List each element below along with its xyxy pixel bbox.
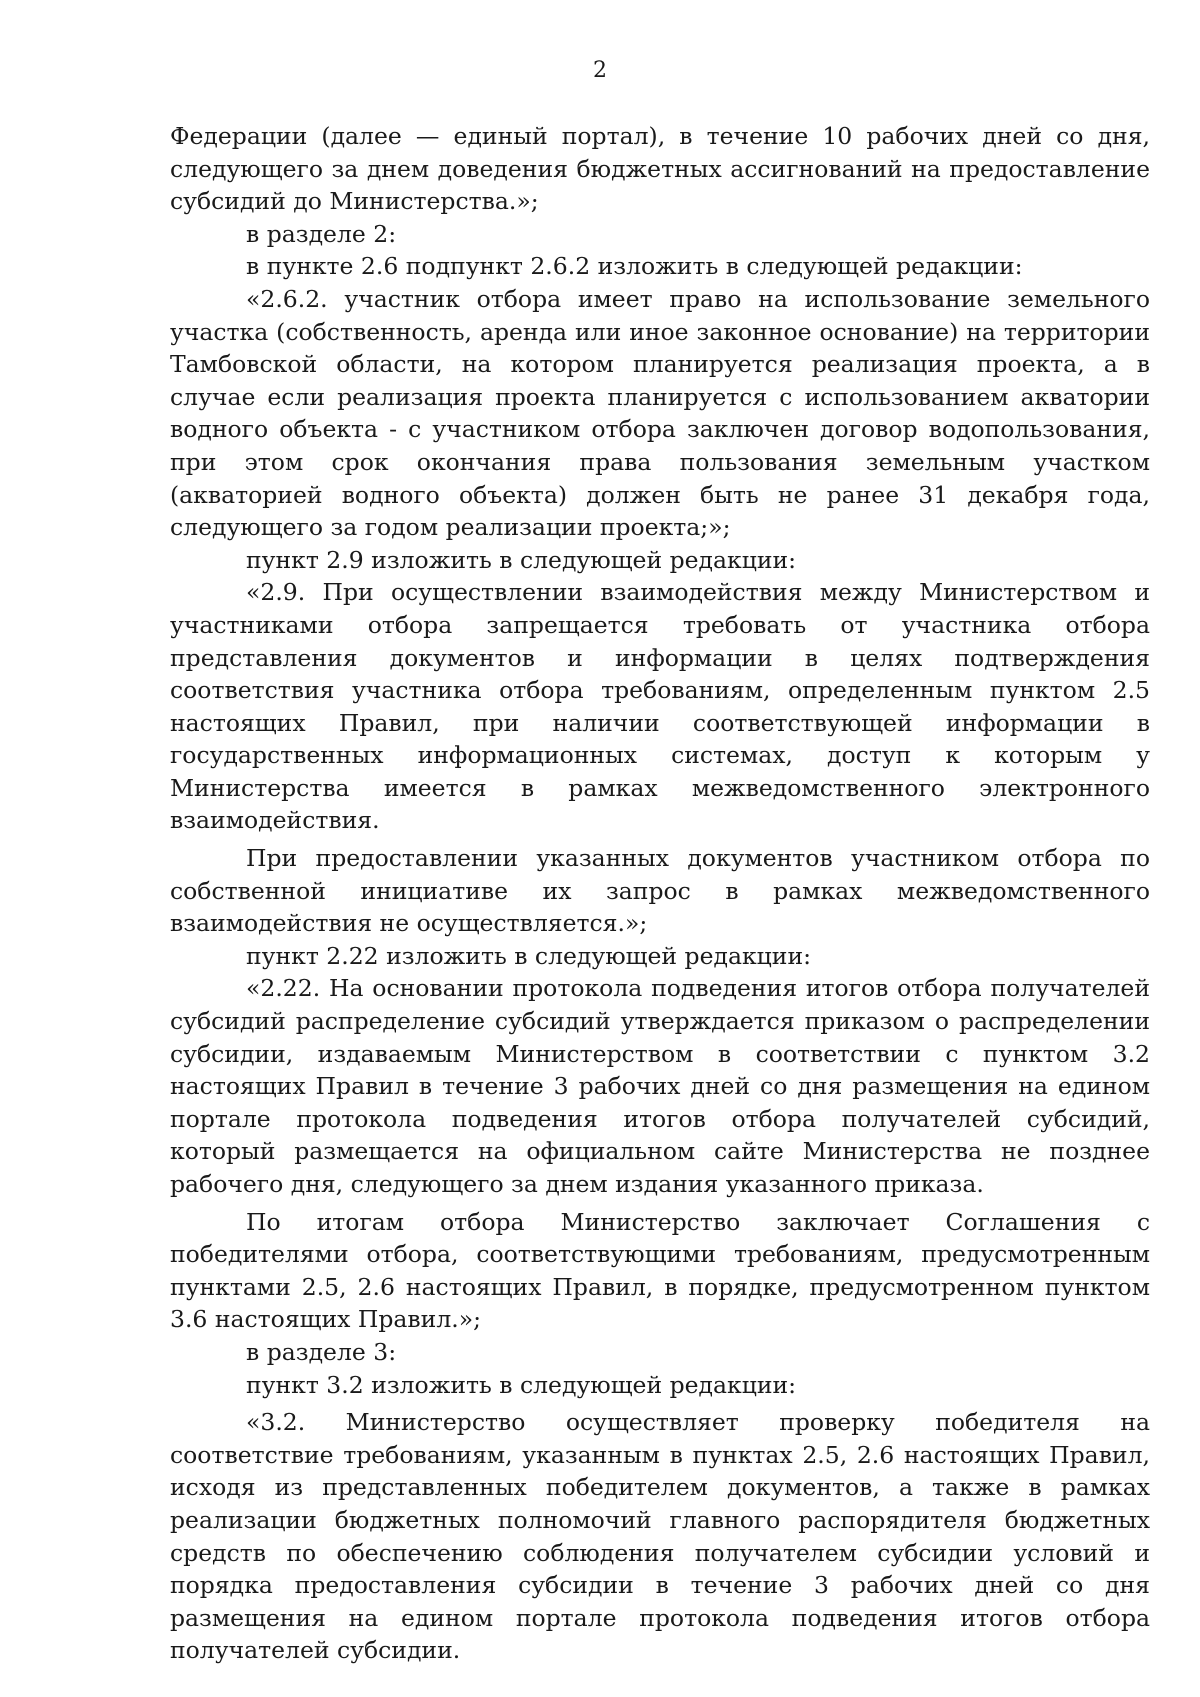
paragraph-instruction-3-2: пункт 3.2 изложить в следующей редакции: — [246, 1370, 797, 1399]
paragraph-clause-2-6-2: «2.6.2. участник отбора имеет право на использование земельного участка (собственность, аренда или иное законное основание) на территории Тамбовской области, на котором планируется реализация проекта, а в случае если реализация проекта планируется с использованием акватории водного объекта - с участником отбора заключен договор водопользования, при этом срок окончания права пользования земельным участком (акваторией водного объекта) должен быть не ранее 31 декабря года, следующего за годом реализации проекта;»; — [170, 284, 1150, 542]
paragraph-clause-2-9-continued: При предоставлении указанных документов участником отбора по собственной инициативе их запрос в рамках межведомственного взаимодействия не осуществляется.»; — [170, 844, 1150, 938]
document-body — [170, 120, 1150, 1667]
paragraph-instruction-2-9: пункт 2.9 изложить в следующей редакции: — [246, 545, 797, 574]
paragraph-section-2-heading: в разделе 2: — [246, 219, 397, 248]
paragraph-clause-2-9: «2.9. При осуществлении взаимодействия между Министерством и участниками отбора запрещается требовать от участника отбора представления документов и информации в целях подтверждения соответствия участника отбора требованиям, определенным пунктом 2.5 настоящих Правил, при наличии соответствующей информации в государственных информационных системах, доступ к которым у Министерства имеется в рамках межведомственного электронного взаимодействия. — [170, 578, 1150, 835]
paragraph-clause-2-22-continued: По итогам отбора Министерство заключает Соглашения с победителями отбора, соответствующими требованиям, предусмотренным пунктами 2.5, 2.6 настоящих Правил, в порядке, предусмотренном пунктом 3.6 настоящих Правил.»; — [170, 1207, 1150, 1334]
page-number: 2 — [593, 58, 607, 83]
paragraph-clause-2-22: «2.22. На основании протокола подведения итогов отбора получателей субсидий распределение субсидий утверждается приказом о распределении субсидии, издаваемым Министерством в соответствии с пунктом 3.2 настоящих Правил в течение 3 рабочих дней со дня размещения на едином портале протокола подведения итогов отбора получателей субсидий, который размещается на официальном сайте Министерства не позднее рабочего дня, следующего за днем издания указанного приказа. — [170, 974, 1150, 1198]
paragraph-instruction-2-22: пункт 2.22 изложить в следующей редакции: — [246, 941, 812, 970]
paragraph-clause-3-2: «3.2. Министерство осуществляет проверку победителя на соответствие требованиям, указанным в пунктах 2.5, 2.6 настоящих Правил, исходя из представленных победителем документов, а также в рамках реализации бюджетных полномочий главного распорядителя бюджетных средств по обеспечению соблюдения получателем субсидии условий и порядка предоставления субсидии в течение 3 рабочих дней со дня размещения на едином портале протокола подведения итогов отбора получателей субсидии. — [170, 1408, 1150, 1665]
paragraph-section-3-heading: в разделе 3: — [246, 1337, 397, 1366]
paragraph-continuation: Федерации (далее — единый портал), в течение 10 рабочих дней со дня, следующего за днем доведения бюджетных ассигнований на предоставление субсидий до Министерства.»; — [170, 122, 1150, 216]
paragraph-instruction-2-6: в пункте 2.6 подпункт 2.6.2 изложить в следующей редакции: — [246, 252, 1023, 281]
